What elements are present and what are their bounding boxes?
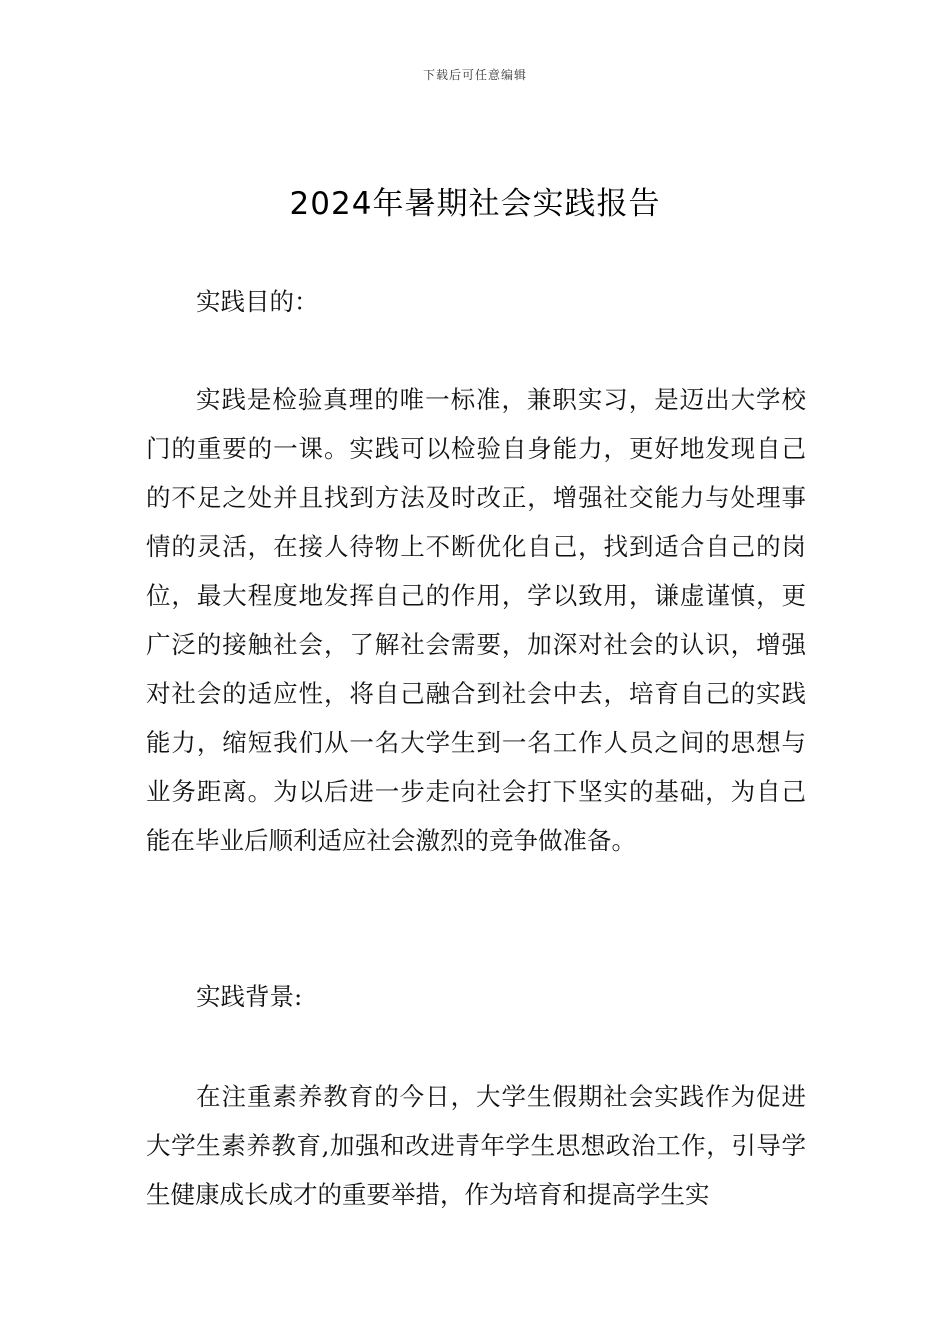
paragraph-background: 在注重素养教育的今日，大学生假期社会实践作为促进大学生素养教育,加强和改进青年学生思想政治工作，引导学生健康成长成才的重要举措，作为培育和提高学生实 (146, 1082, 806, 1209)
header-note: 下载后可任意编辑 (422, 68, 527, 82)
document-title: 2024年暑期社会实践报告 (289, 186, 661, 222)
section-heading-purpose: 实践目的： (196, 287, 319, 316)
section-heading-background: 实践背景: (196, 982, 303, 1011)
paragraph-purpose: 实践是检验真理的唯一标准，兼职实习，是迈出大学校门的重要的一课。实践可以检验自身能力，更好地发现自己的不足之处并且找到方法及时改正，增强社交能力与处理事情的灵活，在接人待物上不断优化自己，找到适合自己的岗位，最大程度地发挥自己的作用，学以致用，谦虚谨慎，更广泛的接触社会，了解社会需要，加深对社会的认识，增强对社会的适应性，将自己融合到社会中去，培育自己的实践能力，缩短我们从一名大学生到一名工作人员之间的思想与业务距离。为以后进一步走向社会打下坚实的基础，为自己能在毕业后顺利适应社会激烈的竞争做准备。 (146, 385, 806, 855)
